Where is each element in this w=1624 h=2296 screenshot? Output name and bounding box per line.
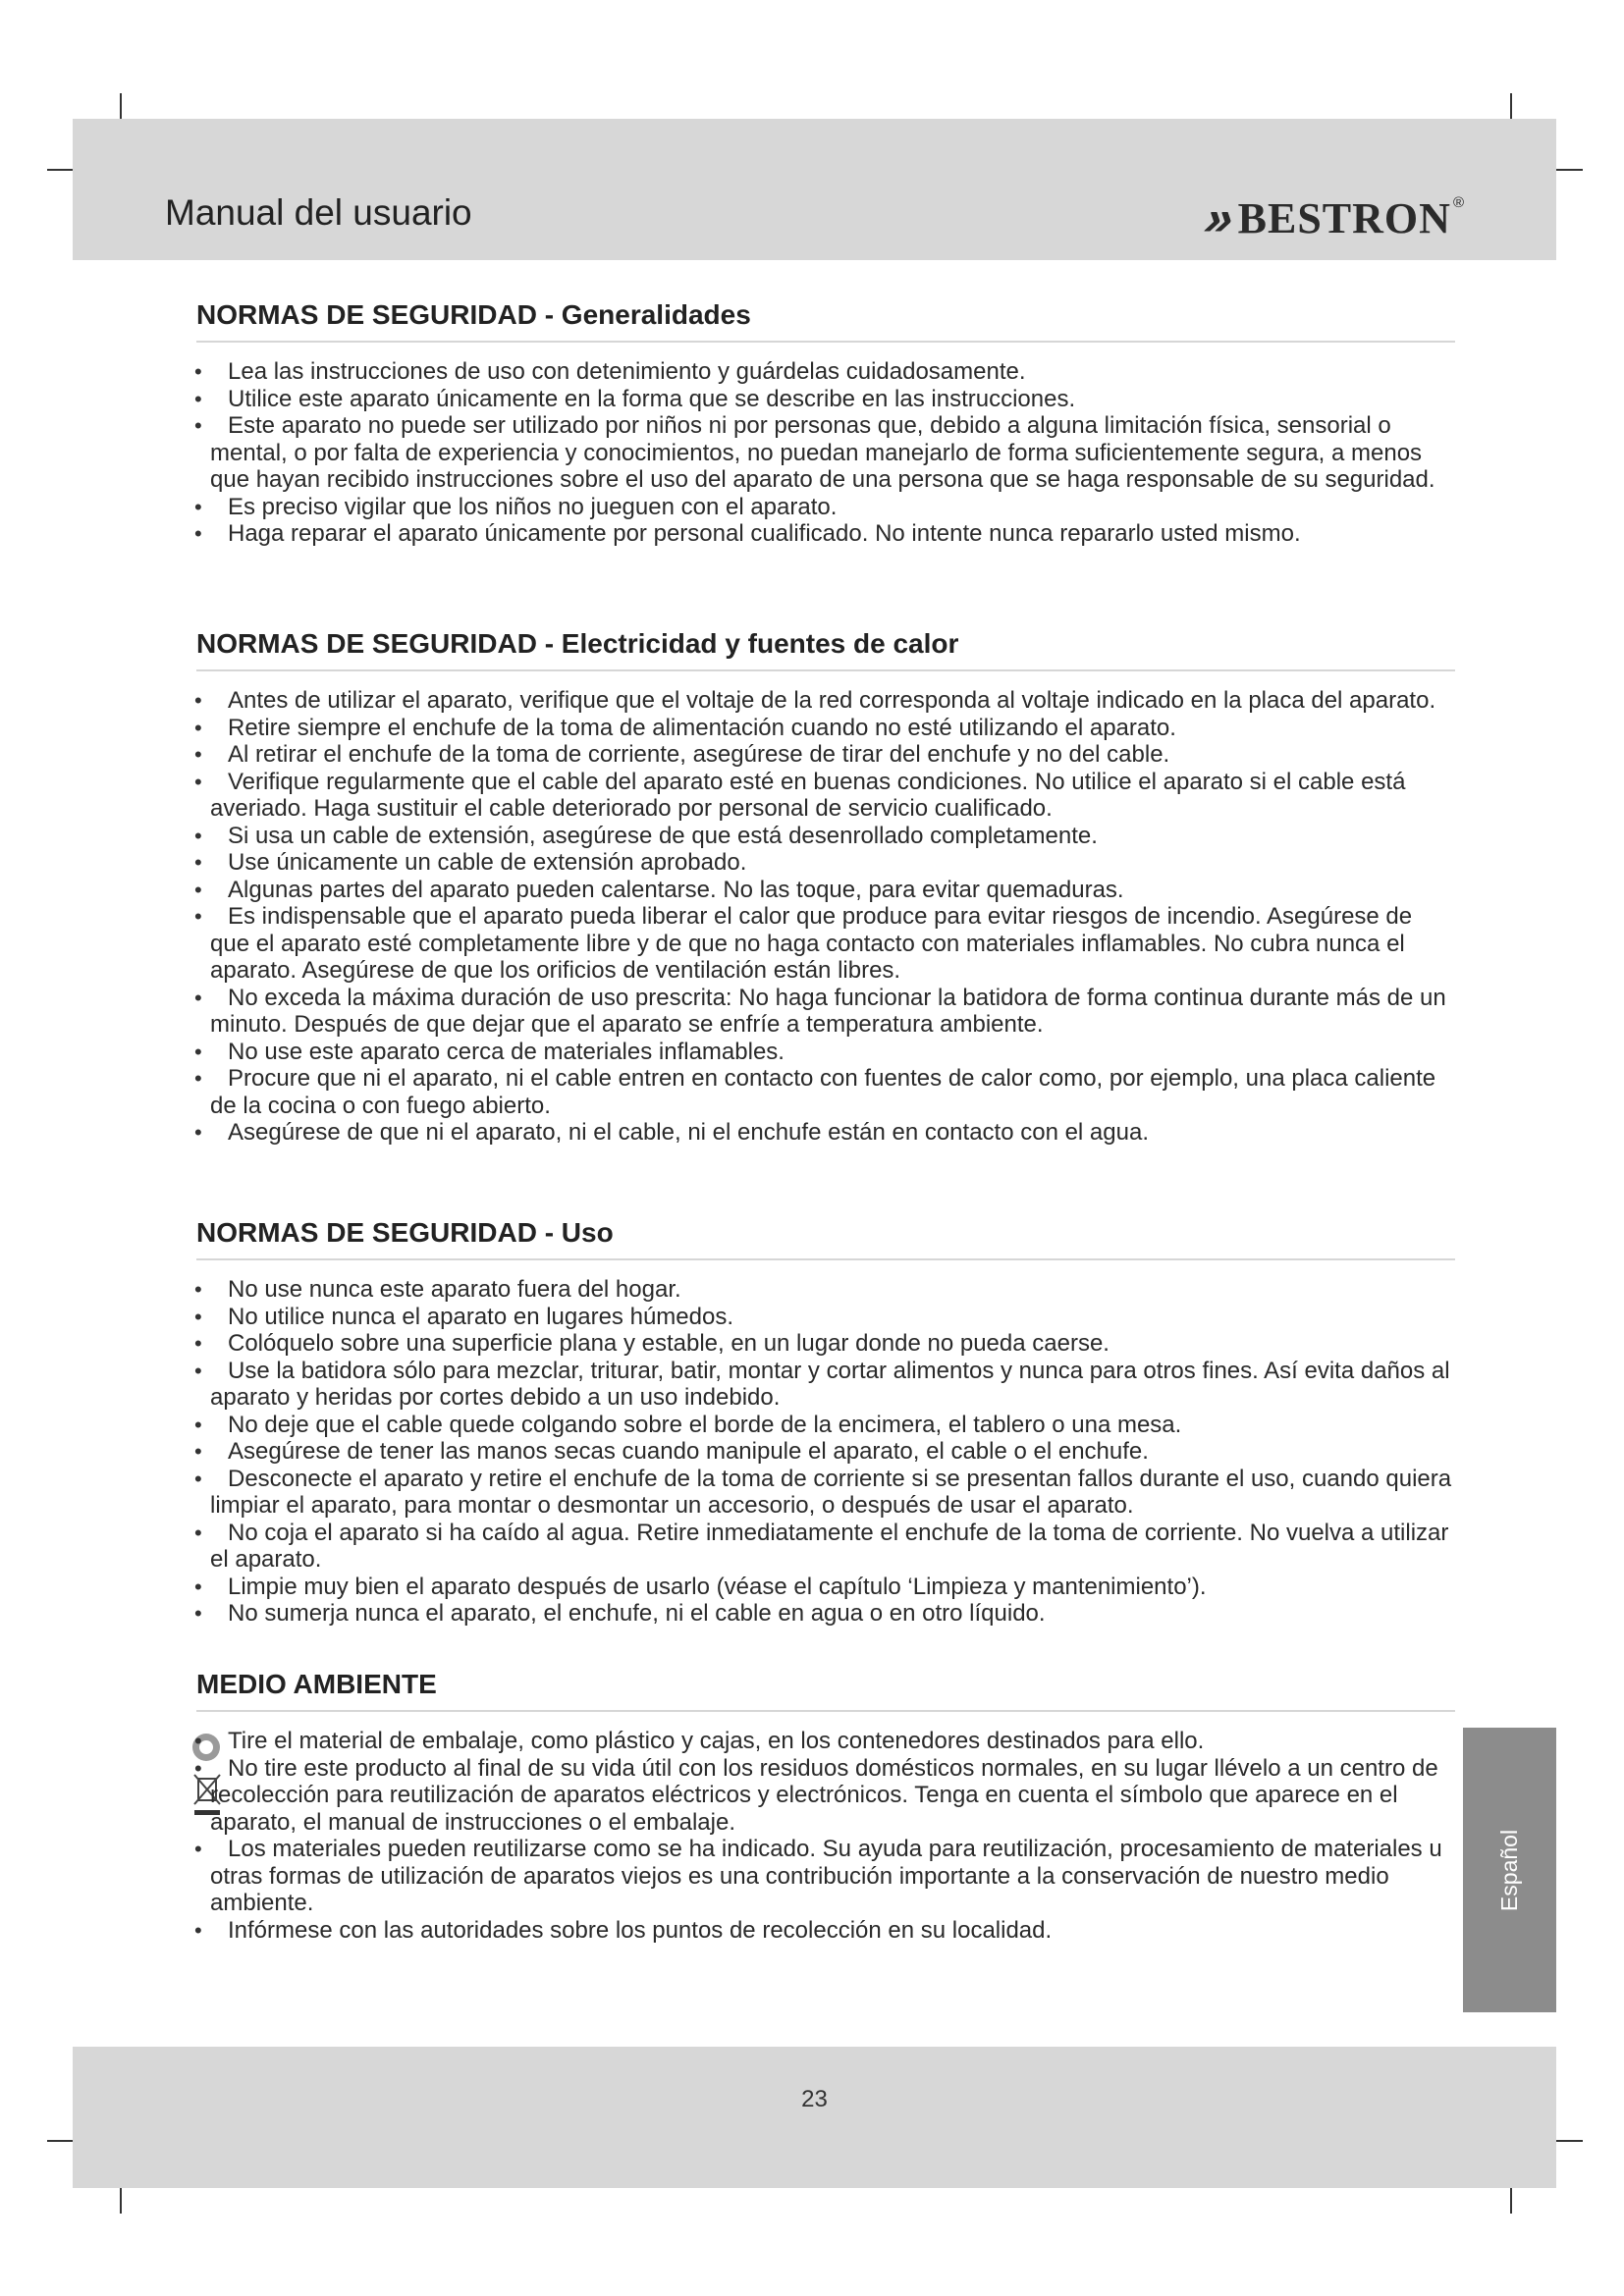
- registered-mark: ®: [1452, 193, 1464, 211]
- list-item: • Retire siempre el enchufe de la toma de alimentación cuando no esté utilizando el aparato.: [196, 715, 1455, 742]
- brand-logo: [1196, 189, 1464, 246]
- list-item: • Es preciso vigilar que los niños no jueguen con el aparato.: [196, 494, 1455, 521]
- section-heading: [196, 628, 1455, 671]
- heading-main: NORMAS DE SEGURIDAD: [196, 628, 537, 659]
- heading-sub: - Electricidad y fuentes de calor: [536, 628, 959, 659]
- list-item: • No tire este producto al final de su vida útil con los residuos domésticos normales, en su lugar llévelo a un centro de recolección para reutilización de aparatos eléctricos y electrónicos. Tenga en cuenta el símbolo que aparece en el aparato, el manual de instrucciones o el embalaje.: [196, 1755, 1455, 1837]
- list-item: • Los materiales pueden reutilizarse como se ha indicado. Su ayuda para reutilización, procesamiento de materiales u otras formas de utilización de aparatos viejos es una contribución importante a la conservación de nuestro medio ambiente.: [196, 1836, 1455, 1917]
- list-item: • Tire el material de embalaje, como plástico y cajas, en los contenedores destinados para ello.: [196, 1728, 1455, 1755]
- bullet-list: [196, 1276, 1455, 1628]
- brand-chevron-icon: »: [1196, 190, 1234, 245]
- language-label: Español: [1496, 1829, 1522, 1911]
- list-item: • Colóquelo sobre una superficie plana y estable, en un lugar donde no pueda caerse.: [196, 1330, 1455, 1358]
- page-header: [73, 119, 1556, 260]
- page-footer: [73, 2047, 1556, 2188]
- section-heading: [196, 1669, 1455, 1712]
- list-item: • Antes de utilizar el aparato, verifique que el voltaje de la red corresponda al voltaje indicado en la placa del aparato.: [196, 687, 1455, 715]
- list-item: • Infórmese con las autoridades sobre los puntos de recolección en su localidad.: [196, 1917, 1455, 1945]
- list-item: • Es indispensable que el aparato pueda liberar el calor que produce para evitar riesgos de incendio. Asegúrese de que el aparato esté completamente libre y de que no haga contacto con materiales inflamables. No cubra nunca el aparato. Asegúrese de que los orificios de ventilación están libres.: [196, 903, 1455, 985]
- heading-sub: - Generalidades: [536, 299, 751, 330]
- list-item: • No exceda la máxima duración de uso prescrita: No haga funcionar la batidora de forma continua durante más de un minuto. Después de que dejar que el aparato se enfríe a temperatura ambiente.: [196, 985, 1455, 1039]
- brand-name: BESTRON: [1237, 193, 1451, 242]
- section-general-safety: [196, 299, 1455, 548]
- bullet-list: [196, 1728, 1455, 1944]
- heading-main: NORMAS DE SEGURIDAD: [196, 1217, 537, 1248]
- list-item: • Asegúrese de que ni el aparato, ni el cable, ni el enchufe están en contacto con el agua.: [196, 1119, 1455, 1147]
- list-item: • Al retirar el enchufe de la toma de corriente, asegúrese de tirar del enchufe y no del cable.: [196, 741, 1455, 769]
- list-item: • No deje que el cable quede colgando sobre el borde de la encimera, el tablero o una mesa.: [196, 1412, 1455, 1439]
- section-environment: [196, 1669, 1455, 1944]
- list-item: • No coja el aparato si ha caído al agua. Retire inmediatamente el enchufe de la toma de corriente. No vuelva a utilizar el aparato.: [196, 1520, 1455, 1574]
- section-electricity-safety: [196, 628, 1455, 1147]
- heading-main: MEDIO AMBIENTE: [196, 1669, 437, 1699]
- bullet-list: [196, 358, 1455, 548]
- list-item: • No use nunca este aparato fuera del hogar.: [196, 1276, 1455, 1304]
- list-item: • Use únicamente un cable de extensión aprobado.: [196, 849, 1455, 877]
- list-item: • Use la batidora sólo para mezclar, triturar, batir, montar y cortar alimentos y nunca para otros fines. Así evita daños al aparato y heridas por cortes debido a un uso indebido.: [196, 1358, 1455, 1412]
- list-item: • Verifique regularmente que el cable del aparato esté en buenas condiciones. No utilice el aparato si el cable está averiado. Haga sustituir el cable deteriorado por personal de servicio cualificado.: [196, 769, 1455, 823]
- list-item: • No use este aparato cerca de materiales inflamables.: [196, 1039, 1455, 1066]
- list-item: • Procure que ni el aparato, ni el cable entren en contacto con fuentes de calor como, por ejemplo, una placa caliente de la cocina o con fuego abierto.: [196, 1065, 1455, 1119]
- list-item: • No sumerja nunca el aparato, el enchufe, ni el cable en agua o en otro líquido.: [196, 1600, 1455, 1628]
- section-heading: [196, 1217, 1455, 1260]
- list-item: • Desconecte el aparato y retire el enchufe de la toma de corriente si se presentan fallos durante el uso, cuando quiera limpiar el aparato, para montar o desmontar un accesorio, o después de usar el aparato.: [196, 1466, 1455, 1520]
- list-item: • Lea las instrucciones de uso con detenimiento y guárdelas cuidadosamente.: [196, 358, 1455, 386]
- bullet-list: [196, 687, 1455, 1147]
- heading-main: NORMAS DE SEGURIDAD: [196, 299, 537, 330]
- list-item: • Limpie muy bien el aparato después de usarlo (véase el capítulo ‘Limpieza y mantenimiento’).: [196, 1574, 1455, 1601]
- list-item: • Haga reparar el aparato únicamente por personal cualificado. No intente nunca repararlo usted mismo.: [196, 520, 1455, 548]
- list-item: • Algunas partes del aparato pueden calentarse. No las toque, para evitar quemaduras.: [196, 877, 1455, 904]
- language-tab: [1463, 1728, 1556, 2012]
- list-item: • Utilice este aparato únicamente en la forma que se describe en las instrucciones.: [196, 386, 1455, 413]
- list-item: • Asegúrese de tener las manos secas cuando manipule el aparato, el cable o el enchufe.: [196, 1438, 1455, 1466]
- page-number: 23: [801, 2086, 828, 2112]
- section-heading: [196, 299, 1455, 343]
- list-item: • Si usa un cable de extensión, asegúrese de que está desenrollado completamente.: [196, 823, 1455, 850]
- list-item: • No utilice nunca el aparato en lugares húmedos.: [196, 1304, 1455, 1331]
- heading-sub: - Uso: [536, 1217, 614, 1248]
- list-item: • Este aparato no puede ser utilizado por niños ni por personas que, debido a alguna limitación física, sensorial o mental, o por falta de experiencia y conocimientos, no puedan manejarlo de forma suficientemente segura, a menos que hayan recibido instrucciones sobre el uso del aparato de una persona que se haga responsable de su seguridad.: [196, 412, 1455, 494]
- section-usage-safety: [196, 1217, 1455, 1628]
- page-title: Manual del usuario: [165, 192, 472, 233]
